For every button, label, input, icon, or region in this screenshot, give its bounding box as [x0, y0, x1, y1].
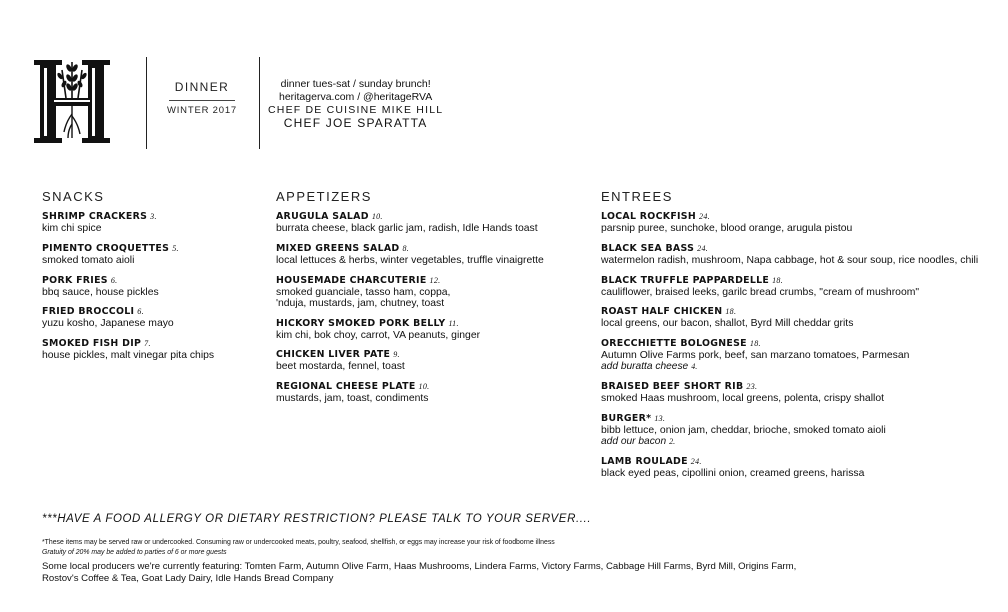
item-description: parsnip puree, sunchoke, blood orange, arugula pistou [601, 223, 853, 234]
item-name-text: HOUSEMADE CHARCUTERIE [276, 274, 427, 286]
item-name [601, 456, 1001, 468]
item-name-text: BLACK TRUFFLE PAPPARDELLE [601, 274, 770, 286]
item-name-text: BRAISED BEEF SHORT RIB [601, 381, 744, 393]
item-name-text: SHRIMP CRACKERS [42, 211, 148, 222]
item-name-text: LAMB ROULADE [601, 456, 688, 468]
item-name-text: BURGER* [601, 413, 652, 425]
item-name-text: CHICKEN LIVER PATE [276, 349, 391, 361]
item-description: local lettuces & herbs, winter vegetables, truffle vinaigrette [276, 254, 544, 266]
item-name [42, 275, 262, 287]
item-price: 7. [144, 339, 151, 349]
menu-item [601, 306, 1001, 329]
item-price: 13. [654, 414, 666, 424]
item-name-text: MIXED GREENS SALAD [276, 242, 400, 254]
local-producers-line-2: Rostov's Coffee & Tea, Goat Lady Dairy, Idle Hands Bread Company [42, 573, 334, 584]
item-description: watermelon radish, mushroom, Napa cabbage, hot & sour soup, rice noodles, chili [601, 254, 979, 266]
item-description: bibb lettuce, onion jam, cheddar, brioche, smoked tomato aioli [601, 425, 886, 437]
addon-text: add our bacon [601, 436, 667, 448]
header-divider [259, 57, 260, 149]
item-name-text: REGIONAL CHEESE PLATE [276, 381, 416, 393]
menu-item [42, 275, 262, 298]
menu-item [276, 211, 586, 234]
item-price: 5. [172, 243, 179, 253]
menu-item [276, 349, 586, 372]
item-price: 24. [697, 243, 709, 253]
heritage-h-logo-icon [30, 54, 116, 150]
item-description: burrata cheese, black garlic jam, radish, Idle Hands toast [276, 223, 538, 234]
item-description: smoked guanciale, tasso ham, coppa, [276, 286, 451, 298]
item-description: beet mostarda, fennel, toast [276, 361, 405, 373]
menu-item [42, 243, 262, 266]
menu-item [276, 381, 586, 404]
heritage-logo [30, 54, 116, 150]
restaurant-info [268, 78, 443, 130]
item-name [276, 349, 586, 361]
gratuity-notice: Gratuity of 20% may be added to parties of 6 or more guests [42, 549, 227, 556]
menu-title-block [156, 80, 248, 116]
item-price: 10. [418, 382, 430, 392]
item-description: local greens, our bacon, shallot, Byrd Mill cheddar grits [601, 318, 854, 330]
item-description: smoked Haas mushroom, local greens, polenta, crispy shallot [601, 393, 884, 405]
title-underline [169, 100, 235, 101]
menu-item [601, 456, 1001, 479]
menu-title: DINNER [174, 80, 230, 94]
item-price: 24. [690, 457, 702, 467]
item-description: smoked tomato aioli [42, 254, 135, 266]
menu-footer [42, 538, 796, 585]
item-description: cauliflower, braised leeks, garilc bread crumbs, "cream of mushroom" [601, 286, 920, 298]
service-hours: dinner tues-sat / sunday brunch! [280, 78, 431, 90]
item-price: 18. [725, 307, 737, 317]
item-name-text: ARUGULA SALAD [276, 211, 369, 222]
item-price: 3. [150, 212, 157, 221]
item-name [276, 381, 586, 393]
menu-item [42, 338, 262, 361]
menu-item [42, 211, 262, 234]
item-description: 'nduja, mustards, jam, chutney, toast [276, 297, 445, 309]
menu-item [276, 318, 586, 341]
item-description: mustards, jam, toast, condiments [276, 393, 429, 405]
item-price: 6. [137, 307, 144, 317]
item-name-text: PORK FRIES [42, 274, 108, 286]
item-price: 18. [749, 339, 761, 349]
menu-item [276, 275, 586, 310]
item-price: 23. [746, 382, 758, 392]
section-snacks [42, 189, 262, 370]
item-name-text: LOCAL ROCKFISH [601, 211, 697, 222]
item-name [276, 318, 586, 330]
menu-item [276, 243, 586, 266]
menu-item [601, 338, 1001, 373]
executive-chef: CHEF JOE SPARATTA [283, 116, 428, 130]
item-name [601, 381, 1001, 393]
item-price: 10. [371, 212, 383, 221]
item-price: 11. [448, 318, 459, 328]
item-name [42, 306, 262, 318]
item-name-text: SMOKED FISH DIP [42, 338, 142, 350]
section-appetizers [276, 189, 586, 413]
item-description: kim chi spice [42, 223, 102, 234]
item-name [276, 243, 586, 255]
item-name [601, 211, 1001, 223]
item-name [276, 211, 586, 223]
item-name [276, 275, 586, 287]
addon-price: 2. [669, 437, 676, 447]
item-description: bbq sauce, house pickles [42, 286, 159, 298]
item-name-text: HICKORY SMOKED PORK BELLY [276, 317, 446, 329]
item-price: 18. [772, 275, 784, 285]
menu-item [601, 243, 1001, 266]
menu-item [42, 306, 262, 329]
addon-price: 4. [691, 362, 698, 372]
menu-item [601, 381, 1001, 404]
item-name-text: PIMENTO CROQUETTES [42, 242, 170, 254]
item-name [601, 275, 1001, 287]
header-divider [146, 57, 147, 149]
item-price: 9. [393, 350, 400, 360]
section-entrees [601, 189, 1001, 488]
item-name-text: FRIED BROCCOLI [42, 306, 135, 318]
allergy-notice: ***HAVE A FOOD ALLERGY OR DIETARY RESTRICTION? PLEASE TALK TO YOUR SERVER.... [42, 513, 592, 525]
item-name [42, 211, 262, 223]
section-title: APPETIZERS [276, 189, 372, 204]
item-description: kim chi, bok choy, carrot, VA peanuts, ginger [276, 329, 481, 341]
item-description: house pickles, malt vinegar pita chips [42, 350, 215, 362]
item-price: 24. [699, 212, 710, 221]
section-title: ENTREES [601, 189, 673, 204]
item-description: black eyed peas, cipollini onion, creamed greens, harissa [601, 468, 865, 480]
item-name [601, 243, 1001, 255]
item-description: yuzu kosho, Japanese mayo [42, 318, 174, 330]
menu-season: WINTER 2017 [166, 105, 238, 116]
item-addon [601, 361, 1001, 372]
item-name [601, 306, 1001, 318]
section-title: SNACKS [42, 189, 105, 204]
raw-food-disclaimer: *These items may be served raw or undercooked. Consuming raw or undercooked meats, poultry, seafood, shellfish, or eggs may increase your risk of foodborne illness [42, 539, 555, 546]
addon-text: add buratta cheese [601, 361, 689, 373]
item-description: Autumn Olive Farms pork, beef, san marzano tomatoes, Parmesan [601, 350, 910, 362]
local-producers-line-1: Some local producers we're currently featuring: Tomten Farm, Autumn Olive Farm, Haas Mushrooms, Lindera Farms, Victory Farms, Cabbage Hill Farms, Byrd Mill, Origins Farm, [42, 561, 797, 572]
item-name-text: ROAST HALF CHICKEN [601, 306, 723, 318]
item-price: 6. [110, 275, 118, 285]
chef-de-cuisine: CHEF DE CUISINE MIKE HILL [268, 104, 444, 116]
item-price: 12. [429, 275, 441, 285]
menu-item [601, 413, 1001, 448]
item-name [601, 338, 1001, 350]
item-addon [601, 436, 1001, 447]
menu-item [601, 275, 1001, 298]
item-name [42, 338, 262, 350]
item-name [42, 243, 262, 255]
item-price: 8. [402, 243, 410, 253]
menu-item [601, 211, 1001, 234]
website-social: heritagerva.com / @heritageRVA [279, 91, 433, 103]
item-name-text: BLACK SEA BASS [601, 242, 695, 254]
item-name [601, 413, 1001, 425]
item-name-text: ORECCHIETTE BOLOGNESE [601, 338, 747, 350]
